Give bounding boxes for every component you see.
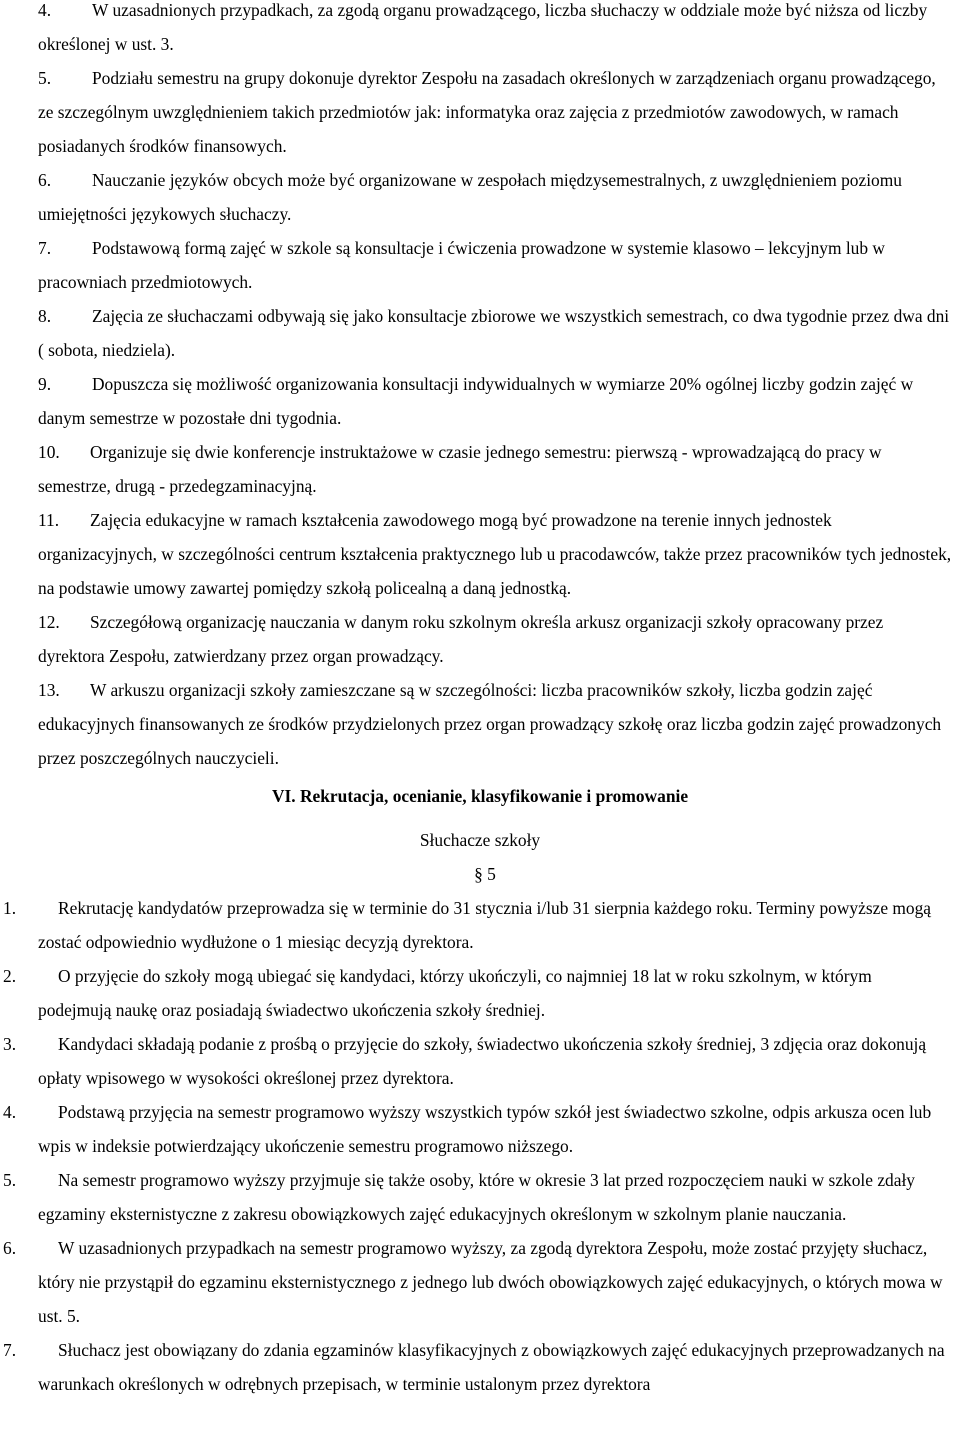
item-text: Podziału semestru na grupy dokonuje dyrektor Zespołu na zasadach określonych w zarządzeniach organu prowadzącego, ze szczególnym uwzględnieniem takich przedmiotów jak: informatyka oraz zajęcia z przedmiotów zawodowych, w ramach posiadanych środków finansowych. [38, 68, 936, 156]
item-number: 6. [3, 1238, 17, 1258]
item-text: Rekrutację kandydatów przeprowadza się w terminie do 31 stycznia i/lub 31 sierpnia każdego roku. Terminy powyższe mogą zostać odpowiednio wydłużone o 1 miesiąc decyzją dyrektora. [38, 898, 932, 952]
list-item [0, 0, 960, 61]
item-text: Zajęcia ze słuchaczami odbywają się jako konsultacje zbiorowe we wszystkich semestrach, co dwa tygodnie przez dwa dni ( sobota, niedziela). [38, 306, 950, 360]
item-text: Podstawową formą zajęć w szkole są konsultacje i ćwiczenia prowadzone w systemie klasowo – lekcyjnym lub w pracowniach przedmiotowych. [38, 238, 885, 292]
item-number: 11. [38, 510, 60, 530]
item-text: Podstawą przyjęcia na semestr programowo wyższy wszystkich typów szkół jest świadectwo szkolne, odpis arkusza ocen lub wpis w indeksie potwierdzający ukończenie semestru programowo niższego. [38, 1102, 932, 1156]
paragraph-mark: § 5 [474, 864, 496, 884]
item-text: Na semestr programowo wyższy przyjmuje się także osoby, które w okresie 3 lat przed rozpoczęciem nauki w szkole zdały egzaminy eksternistyczne z zakresu obowiązkowych zajęć edukacyjnych określonym w szkolnym planie nauczania. [38, 1170, 915, 1224]
item-text: Nauczanie języków obcych może być organizowane w zespołach międzysemestralnych, z uwzględnieniem poziomu umiejętności językowych słuchaczy. [38, 170, 902, 224]
item-number: 8. [38, 306, 52, 326]
item-number: 7. [38, 238, 52, 258]
item-text: W arkuszu organizacji szkoły zamieszczane są w szczególności: liczba pracowników szkoły, liczba godzin zajęć edukacyjnych finansowanych ze środków przydzielonych przez organ prowadzący szkołę oraz liczba godzin zajęć prowadzonych przez poszczególnych nauczycieli. [38, 680, 942, 768]
list-item [0, 673, 960, 775]
section-heading: VI. Rekrutacja, ocenianie, klasyfikowanie i promowanie [271, 786, 689, 806]
item-text: Organizuje się dwie konferencje instruktażowe w czasie jednego semestru: pierwszą - wprowadzającą do pracy w semestrze, drugą - przedegzaminacyjną. [38, 442, 882, 496]
item-text: Dopuszcza się możliwość organizowania konsultacji indywidualnych w wymiarze 20% ogólnej liczby godzin zajęć w danym semestrze w pozostałe dni tygodnia. [38, 374, 914, 428]
item-text: W uzasadnionych przypadkach, za zgodą organu prowadzącego, liczba słuchaczy w oddziale może być niższa od liczby określonej w ust. 3. [38, 0, 928, 54]
list-item [0, 1027, 960, 1095]
list-item [0, 959, 960, 1027]
item-number: 5. [3, 1170, 17, 1190]
item-number: 9. [38, 374, 52, 394]
list-item [0, 605, 960, 673]
item-number: 5. [38, 68, 52, 88]
item-text: W uzasadnionych przypadkach na semestr programowo wyższy, za zgodą dyrektora Zespołu, może zostać przyjęty słuchacz, który nie przystąpił do egzaminu eksternistycznego z jednego lub dwóch obowiązkowych zajęć edukacyjnych, o których mowa w ust. 5. [38, 1238, 943, 1326]
item-number: 2. [3, 966, 17, 986]
list-item [0, 503, 960, 605]
subsection-heading: Słuchacze szkoły [419, 830, 541, 850]
item-number: 6. [38, 170, 52, 190]
item-number: 4. [3, 1102, 17, 1122]
item-number: 7. [3, 1340, 17, 1360]
list-item [0, 1231, 960, 1333]
list-item [0, 1095, 960, 1163]
item-text: O przyjęcie do szkoły mogą ubiegać się kandydaci, którzy ukończyli, co najmniej 18 lat w roku szkolnym, w którym podejmują naukę oraz posiadają świadectwo ukończenia szkoły średniej. [38, 966, 872, 1020]
list-item [0, 1163, 960, 1231]
item-number: 10. [38, 442, 60, 462]
item-number: 4. [38, 0, 52, 20]
list-item [0, 163, 960, 231]
list-item [0, 1333, 960, 1401]
item-number: 3. [3, 1034, 17, 1054]
list-item [0, 367, 960, 435]
item-text: Kandydaci składają podanie z prośbą o przyjęcie do szkoły, świadectwo ukończenia szkoły średniej, 3 zdjęcia oraz dokonują opłaty wpisowego w wysokości określonej przez dyrektora. [38, 1034, 927, 1088]
item-number: 12. [38, 612, 60, 632]
list-item [0, 299, 960, 367]
item-text: Słuchacz jest obowiązany do zdania egzaminów klasyfikacyjnych z obowiązkowych zajęć edukacyjnych przeprowadzanych na warunkach określonych w odrębnych przepisach, w terminie ustalonym przez dyrektora [38, 1340, 945, 1394]
list-item [0, 435, 960, 503]
list-item [0, 61, 960, 163]
list-item [0, 231, 960, 299]
list-item [0, 891, 960, 959]
item-number: 1. [3, 898, 17, 918]
item-number: 13. [38, 680, 60, 700]
item-text: Szczegółową organizację nauczania w danym roku szkolnym określa arkusz organizacji szkoły opracowany przez dyrektora Zespołu, zatwierdzany przez organ prowadzący. [38, 612, 884, 666]
item-text: Zajęcia edukacyjne w ramach kształcenia zawodowego mogą być prowadzone na terenie innych jednostek organizacyjnych, w szczególności centrum kształcenia praktycznego lub u pracodawców, także przez pracowników tych jednostek, na podstawie umowy zawartej pomiędzy szkołą policealną a daną jednostką. [38, 510, 952, 598]
